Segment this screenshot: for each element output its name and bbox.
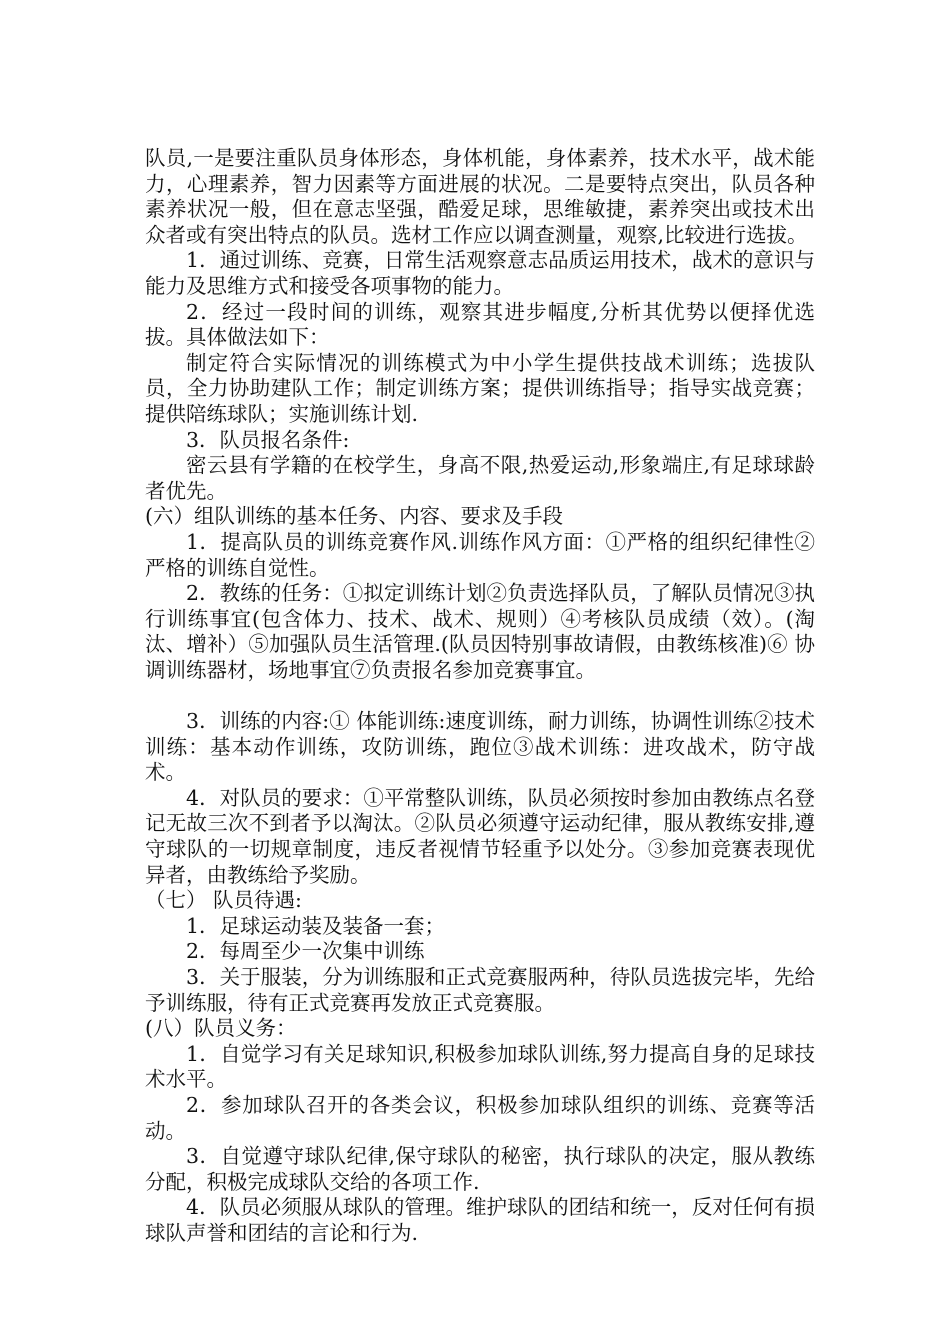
- paragraph-item-2: 2．经过一段时间的训练，观察其进步幅度,分析其优势以便择优选拔。具体做法如下：: [145, 299, 815, 350]
- paragraph-benefit-2: 2．每周至少一次集中训练: [186, 939, 425, 964]
- section-heading-7: （七） 队员待遇:: [145, 888, 302, 913]
- section-heading-8: (八）队员义务：: [145, 1016, 297, 1041]
- paragraph-benefit-3: 3．关于服装，分为训练服和正式竞赛服两种，待队员选拔完毕，先给予训练服，待有正式竞赛再发放正式竞赛服。: [145, 965, 815, 1015]
- section-heading-6: (六）组队训练的基本任务、内容、要求及手段: [145, 504, 563, 529]
- paragraph-task-1: 1．提高队员的训练竞赛作风.训练作风方面：①严格的组织纪律性②严格的训练自觉性。: [145, 529, 815, 580]
- paragraph-item-1: 1．通过训练、竞赛，日常生活观察意志品质运用技术，战术的意识与能力及思维方式和接受各项事物的能力。: [145, 248, 815, 298]
- blank-line: [145, 683, 815, 709]
- paragraph-duty-4: 4．队员必须服从球队的管理。维护球队的团结和统一，反对任何有损球队声誉和团结的言论和行为.: [145, 1195, 815, 1245]
- paragraph-duty-2: 2．参加球队召开的各类会议，积极参加球队组织的训练、竞赛等活动。: [145, 1092, 815, 1143]
- paragraph-task-2: 2．教练的任务：①拟定训练计划②负责选择队员，了解队员情况③执行训练事宜(包含体力、技术、战术、规则）④考核队员成绩（效）。(淘汰、增补）⑤加强队员生活管理.(队员因特别事故请假，由教练核准)⑥ 协调训练器材，场地事宜⑦负责报名参加竞赛事宜。: [145, 581, 815, 682]
- paragraph-item-3: 3．队员报名条件:: [186, 427, 350, 452]
- paragraph-selection-criteria: 队员,一是要注重队员身体形态，身体机能，身体素养，技术水平，战术能力，心理素养，智力因素等方面进展的状况。二是要特点突出，队员各种素养状况一般，但在意志坚强，酷爱足球，思维敏捷，素养突出或技术出众者或有突出特点的队员。选材工作应以调查测量，观察,比较进行选拔。: [145, 146, 815, 247]
- paragraph-registration: 密云县有学籍的在校学生，身高不限,热爱运动,形象端庄,有足球球龄者优先。: [145, 453, 815, 503]
- document-page: [145, 146, 815, 1247]
- paragraph-training-mode: 制定符合实际情况的训练模式为中小学生提供技战术训练；选拔队员，全力协助建队工作；制定训练方案；提供训练指导；指导实战竞赛；提供陪练球队；实施训练计划.: [145, 350, 815, 426]
- paragraph-duty-3: 3．自觉遵守球队纪律,保守球队的秘密，执行球队的决定，服从教练分配，积极完成球队交给的各项工作.: [145, 1144, 815, 1194]
- paragraph-task-4: 4．对队员的要求：①平常整队训练，队员必须按时参加由教练点名登记无故三次不到者予以淘汰。②队员必须遵守运动纪律，服从教练安排,遵守球队的一切规章制度，违反者视情节轻重予以处分。③参加竞赛表现优异者，由教练给予奖励。: [145, 785, 815, 887]
- paragraph-benefit-1: 1．足球运动装及装备一套；: [186, 913, 446, 938]
- paragraph-duty-1: 1．自觉学习有关足球知识,积极参加球队训练,努力提高自身的足球技术水平。: [145, 1041, 815, 1092]
- paragraph-task-3: 3．训练的内容:① 体能训练:速度训练，耐力训练，协调性训练②技术训练：基本动作训练，攻防训练，跑位③战术训练：进攻战术，防守战术。: [145, 709, 815, 785]
